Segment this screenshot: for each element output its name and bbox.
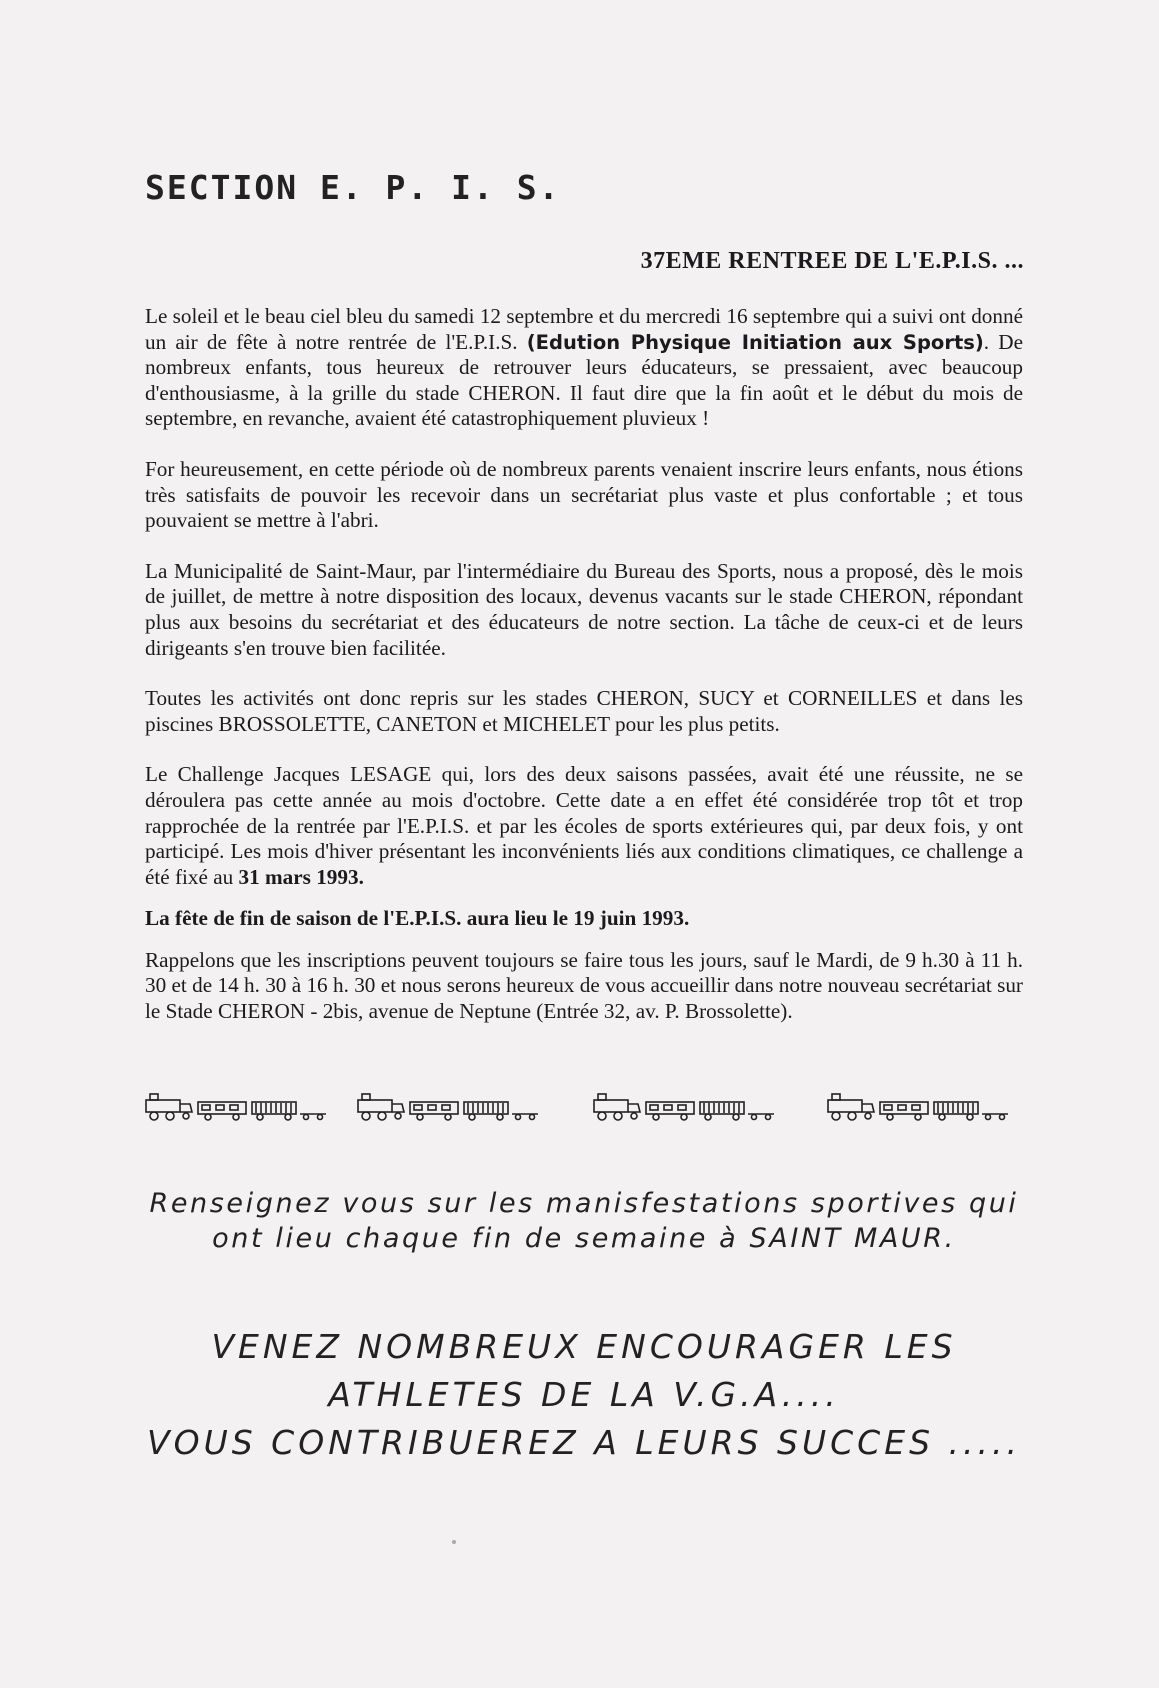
section-title: SECTION E. P. I. S. [145, 168, 561, 207]
epis-definition: (Edution Physique Initiation aux Sports) [526, 330, 984, 354]
callout-line-3: VOUS CONTRIBUEREZ A LEURS SUCCES ..... [147, 1423, 1021, 1462]
train-icon [588, 1090, 828, 1122]
paragraph-5 [145, 762, 1023, 890]
paragraph-6: La fête de fin de saison de l'E.P.I.S. aura lieu le 19 juin 1993. [145, 906, 690, 931]
paragraph-7: Rappelons que les inscriptions peuvent toujours se faire tous les jours, sauf le Mardi, de 9 h.30 à 11 h. 30 et de 14 h. 30 à 16 h. 30 et nous serons heureux de vous accueillir dans notre nouveau secrétariat sur le Stade CHERON - 2bis, avenue de Neptune (Entrée 32, av. P. Brossolette). [145, 947, 1023, 1024]
train-divider [140, 1090, 1020, 1122]
challenge-date: 31 mars 1993. [238, 864, 364, 889]
encouragement-callout [145, 1323, 1023, 1467]
train-icon [352, 1090, 592, 1122]
callout-line-1: VENEZ NOMBREUX ENCOURAGER LES [211, 1327, 957, 1366]
page-mark [452, 1540, 456, 1544]
paragraph-1-text-cont: . De nombreux enfants, tous heureux de retrouver leurs éducateurs, se pressaient, avec beaucoup d'enthousiasme, à la grille du stade CHERON. Il faut dire que la fin août et le début du mois de septembre, en revanche, avaient été catastrophiquement pluvieux ! [145, 329, 1023, 431]
paragraph-3: La Municipalité de Saint-Maur, par l'intermédiaire du Bureau des Sports, nous a proposé, dès le mois de juillet, de mettre à notre disposition des locaux, devenus vacants sur le stade CHERON, répondant plus aux besoins du secrétariat et des éducateurs de notre section. La tâche de ceux-ci et de leurs dirigeants s'en trouve bien facilitée. [145, 558, 1023, 660]
callout-line-2: ATHLETES DE LA V.G.A.... [328, 1375, 840, 1414]
train-icon [140, 1090, 380, 1122]
paragraph-2: For heureusement, en cette période où de nombreux parents venaient inscrire leurs enfants, nous étions très satisfaits de pouvoir les recevoir dans un secrétariat plus vaste et plus confortable ; et tous pouvaient se mettre à l'abri. [145, 456, 1023, 533]
train-icon [822, 1090, 1022, 1122]
events-info-notice: Renseignez vous sur les manisfestations sportives qui ont lieu chaque fin de semaine à SAINT MAUR. [149, 1188, 1019, 1254]
paragraph-1 [145, 304, 1023, 432]
article-subtitle: 37EME RENTREE DE L'E.P.I.S. ... [640, 248, 1024, 274]
article-body [145, 304, 1023, 1050]
paragraph-5-text: Le Challenge Jacques LESAGE qui, lors des deux saisons passées, avait été une réussite, ne se déroulera pas cette année au mois d'octobre. Cette date a en effet été considérée trop tôt et trop rapprochée de la rentrée par l'E.P.I.S. et par les écoles de sports extérieures qui, par deux fois, y ont participé. Les mois d'hiver présentant les inconvénients liés aux conditions climatiques, ce challenge a été fixé au [145, 762, 1023, 889]
paragraph-4: Toutes les activités ont donc repris sur les stades CHERON, SUCY et CORNEILLES et dans les piscines BROSSOLETTE, CANETON et MICHELET pour les plus petits. [145, 686, 1023, 736]
paragraph-1-text: Le soleil et le beau ciel bleu du samedi 12 septembre et du mercredi 16 septembre qui a suivi ont donné un air de fête à notre rentrée de l'E.P.I.S. [145, 304, 1023, 354]
